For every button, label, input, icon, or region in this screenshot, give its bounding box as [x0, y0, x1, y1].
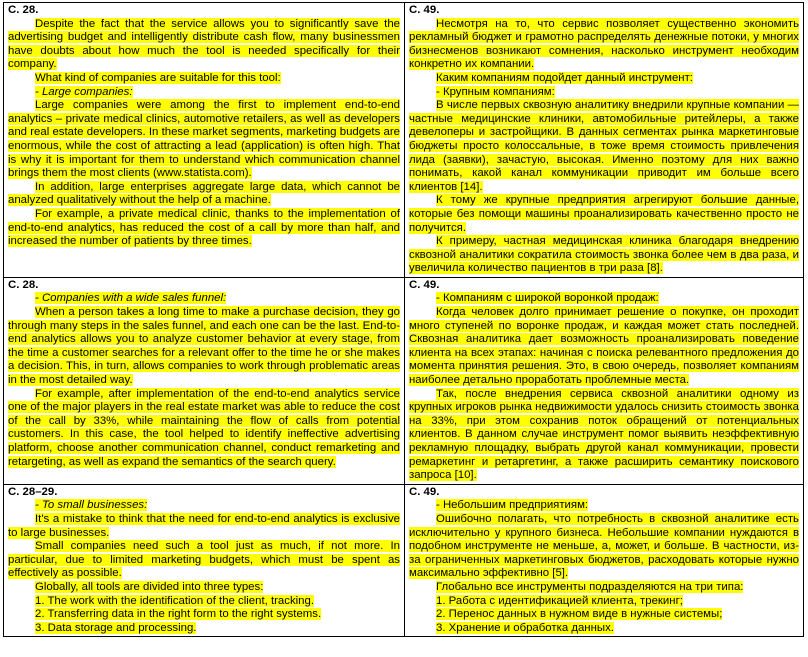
highlighted-text: К примеру, частная медицинская клиника благодаря внедрению сквозной аналитики сократила стоимость звонка более чем в два раза, и увеличила количество пациентов в три раза [8]. — [409, 235, 799, 275]
table-row — [4, 484, 804, 637]
highlighted-text: Когда человек долго принимает решение о покупке, он проходит много ступеней по воронке продаж, и каждая может стать последней. Сквозная аналитика дает возможность проанализировать поведение клиента на всех этапах: начиная с поиска релевантного предложения до момента принятия решения. Это, в свою очередь, позволяет компаниям наиболее детально проработать проблемные места. — [409, 306, 799, 387]
page-reference: C. 49. — [409, 485, 440, 498]
page-reference: C. 49. — [409, 4, 440, 16]
highlighted-text: 3. Хранение и обработка данных. — [436, 621, 614, 634]
highlighted-text: When a person takes a long time to make a purchase decision, they go through many steps in the sales funnel, and each one can be the last. End-to-end analytics allows you to analyze customer behavior at every stage, from the time a customer searches for a relevant offer to the time he or she makes a decision. This, in turn, allows companies to work through problematic areas in the most detailed way. — [8, 306, 400, 387]
highlighted-text: It's a mistake to think that the need for end-to-end analytics is exclusive to large businesses. — [8, 512, 400, 539]
paragraph — [409, 499, 799, 513]
table-row — [4, 277, 804, 484]
highlighted-text: - Небольшим предприятиям: — [436, 499, 589, 512]
english-text-cell — [4, 484, 405, 637]
paragraph — [8, 388, 400, 470]
english-text-cell — [4, 277, 405, 484]
paragraph — [8, 18, 400, 72]
highlighted-text: - Крупным компаниям: — [436, 85, 555, 98]
paragraph — [8, 72, 400, 86]
paragraph — [8, 595, 400, 609]
comparison-table — [3, 2, 804, 637]
paragraph — [8, 622, 400, 636]
paragraph — [8, 99, 400, 181]
english-text-cell — [4, 3, 405, 278]
paragraph — [409, 72, 799, 86]
highlighted-text: К тому же крупные предприятия агрегируют большие данные, которые без помощи машины проанализировать качественно просто не получится. — [409, 194, 799, 234]
highlighted-text: In addition, large enterprises aggregate large data, which cannot be analyzed qualitatively without the help of a machine. — [8, 180, 400, 207]
page-reference: C. 49. — [409, 278, 440, 291]
paragraph — [409, 622, 799, 636]
page-reference: C. 28–29. — [8, 485, 58, 498]
paragraph — [409, 608, 799, 622]
table-row — [4, 3, 804, 278]
paragraph — [8, 608, 400, 622]
russian-text-cell — [405, 3, 804, 278]
paragraph — [8, 292, 400, 306]
paragraph — [409, 235, 799, 276]
paragraph — [409, 292, 799, 306]
highlighted-text: What kind of companies are suitable for this tool: — [35, 71, 281, 84]
page-reference: C. 28. — [8, 278, 39, 291]
paragraph — [409, 513, 799, 581]
highlighted-text: Large companies were among the first to implement end-to-end analytics – private medical clinics, automotive retailers, as well as developers and real estate developers. In these market segments, marketing budgets are enormous, while the cost of attracting a lead (application) is often high. That is why it is important for them to understand which communication channel brings them the most clients (www.statista.com). — [8, 99, 400, 180]
paragraph — [8, 513, 400, 540]
highlighted-text: 1. Работа с идентификацией клиента, трекинг; — [436, 594, 683, 607]
highlighted-text: 1. The work with the identification of the client, tracking. — [35, 594, 315, 607]
highlighted-text: Глобально все инструменты подразделяются на три типа: — [436, 580, 744, 593]
highlighted-text: 2. Перенос данных в нужном виде в нужные системы; — [436, 608, 723, 621]
paragraph — [8, 208, 400, 249]
highlighted-text: Ошибочно полагать, что потребность в сквозной аналитике есть исключительно у крупного бизнеса. Небольшие компании нуждаются в подобном инструменте не меньше, а, может, и больше. В частности, из-за ограниченных маркетинговых бюджетов, расходовать которые нужно максимально эффективно [5]. — [409, 512, 799, 580]
paragraph — [8, 499, 400, 513]
highlighted-text: - Компаниям с широкой воронкой продаж: — [436, 292, 659, 305]
russian-text-cell — [405, 277, 804, 484]
paragraph — [409, 388, 799, 483]
russian-text-cell — [405, 484, 804, 637]
highlighted-text: Small companies need such a tool just as much, if not more. In particular, due to limited marketing budgets, which must be spent as effectively as possible. — [8, 540, 400, 580]
highlighted-text: Despite the fact that the service allows you to significantly save the advertising budget and intelligently distribute cash flow, many businessmen have doubts about how much the tool is needed specifically for their company. — [8, 17, 400, 71]
paragraph — [409, 581, 799, 595]
highlighted-text: Несмотря на то, что сервис позволяет существенно экономить рекламный бюджет и грамотно распределять денежные потоки, у многих бизнесменов возникают сомнения, насколько инструмент необходим конкретно их компании. — [409, 17, 799, 71]
highlighted-text: 2. Transferring data in the right form to the right systems. — [35, 608, 322, 621]
paragraph — [409, 306, 799, 388]
highlighted-text: - Large companies: — [35, 85, 133, 98]
paragraph — [8, 581, 400, 595]
highlighted-text: Globally, all tools are divided into three types: — [35, 580, 264, 593]
paragraph — [409, 86, 799, 100]
paragraph — [409, 18, 799, 72]
paragraph — [8, 181, 400, 208]
paragraph — [409, 595, 799, 609]
paragraph — [8, 86, 400, 100]
highlighted-text: Так, после внедрения сервиса сквозной аналитики одному из крупных игроков рынка недвижимости удалось снизить стоимость звонка на 33%, при этом сохранив поток обращений от потенциальных клиентов. В данном случае инструмент помог выявить неэффективную рекламную площадку, выбрать другой канал коммуникации, провести ремаркетинг и ретаргетинг, а также расширить семантику поискового запроса [10]. — [409, 387, 799, 482]
highlighted-text: 3. Data storage and processing. — [35, 621, 197, 634]
paragraph — [8, 306, 400, 388]
highlighted-text: - To small businesses: — [35, 499, 148, 512]
highlighted-text: For example, a private medical clinic, thanks to the implementation of end-to-end analytics, has reduced the cost of a call by more than half, and increased the number of patients by three times. — [8, 207, 400, 248]
paragraph — [409, 99, 799, 194]
table-body — [4, 3, 804, 637]
highlighted-text: В числе первых сквозную аналитику внедрили крупные компании — частные медицинские клиники, автомобильные ритейлеры, а также девелоперы и застройщики. В данных сегментах рынка маркетинговые бюджеты просто колоссальные, в тоже время стоимость привлечения лида (заявки), зачастую, высокая. Именно поэтому для них важно понимать, какой канал коммуникации приводит им больше всего клиентов [14]. — [409, 99, 799, 193]
paragraph — [8, 540, 400, 581]
page-reference: C. 28. — [8, 4, 39, 16]
highlighted-text: For example, after implementation of the end-to-end analytics service one of the major players in the real estate market was able to reduce the cost of the call by 33%, while maintaining the flow of calls from potential customers. In this case, the tool helped to identify ineffective advertising platform, choose another communication channel, conduct remarketing and retargeting, as well as expand the semantics of the search query. — [8, 387, 400, 468]
highlighted-text: - Companies with a wide sales funnel: — [35, 292, 227, 305]
paragraph — [409, 194, 799, 235]
highlighted-text: Каким компаниям подойдет данный инструмент: — [436, 71, 693, 84]
